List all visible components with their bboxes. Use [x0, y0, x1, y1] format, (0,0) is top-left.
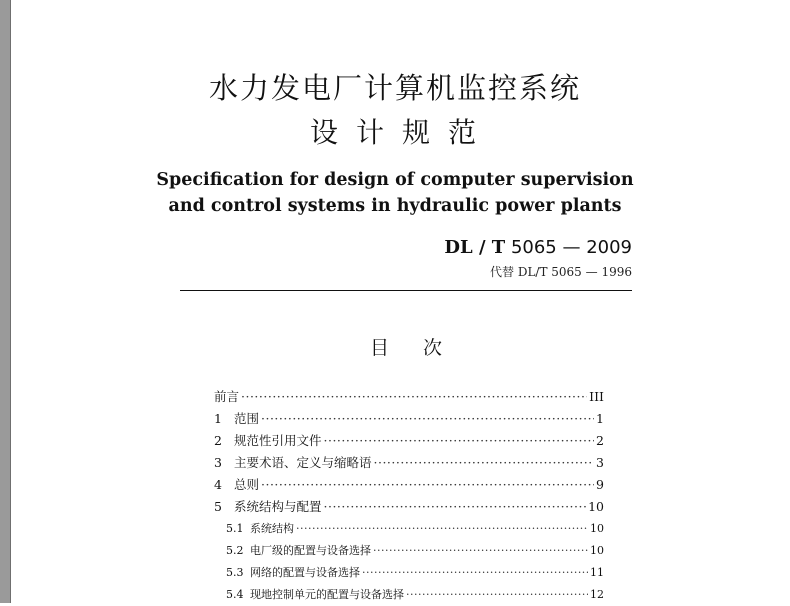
title-english-line1: Specification for design of computer supervision	[156, 170, 634, 190]
toc-entry-label: 电厂级的配置与设备选择	[250, 544, 371, 557]
title-chinese-line2: 设计规范	[309, 116, 494, 149]
title-chinese-line1: 水力发电厂计算机监控系统	[208, 71, 581, 105]
toc-entry-page: 12	[590, 588, 604, 601]
standard-code	[444, 236, 632, 260]
toc-entry-number: 2	[214, 433, 222, 448]
replaces-standard: 代替 DL/T 5065 — 1996	[490, 265, 632, 279]
toc-entry-number: 5	[214, 499, 222, 514]
toc-leader-dots	[296, 518, 588, 540]
toc-entry-label: 系统结构与配置	[234, 499, 322, 514]
toc-entry-number: 3	[214, 455, 222, 470]
toc-entry-page: 10	[588, 499, 604, 514]
toc-entry-page: 1	[596, 411, 604, 426]
toc-entry[interactable]	[214, 408, 604, 430]
table-of-contents	[214, 386, 604, 606]
toc-leader-dots	[241, 386, 587, 408]
toc-subentry[interactable]	[214, 540, 604, 562]
header-divider	[180, 290, 632, 291]
toc-leader-dots	[261, 474, 594, 496]
toc-entry-label: 系统结构	[250, 522, 294, 535]
toc-entry-page: III	[589, 389, 604, 404]
toc-entry-label: 现地控制单元的配置与设备选择	[250, 588, 404, 601]
toc-leader-dots	[362, 562, 588, 584]
toc-entry-label: 前言	[214, 389, 240, 404]
toc-entry-page: 9	[596, 477, 604, 492]
toc-entry-number: 5.1	[226, 522, 244, 535]
toc-entry-page: 2	[596, 433, 604, 448]
toc-entry-page: 10	[590, 544, 604, 557]
toc-entry-page: 10	[590, 522, 604, 535]
toc-entry-label: 网络的配置与设备选择	[250, 566, 360, 579]
toc-entry-label: 范围	[234, 411, 260, 426]
toc-subentry[interactable]	[214, 562, 604, 584]
toc-entry[interactable]	[214, 474, 604, 496]
toc-entry-page: 11	[590, 566, 604, 579]
toc-leader-dots	[373, 540, 588, 562]
toc-entry-number: 1	[214, 411, 222, 426]
standard-prefix: DL / T	[444, 237, 506, 258]
toc-entry-label: 总则	[234, 477, 260, 492]
toc-entry[interactable]	[214, 430, 604, 452]
standard-number: 5065 — 2009	[510, 237, 632, 258]
toc-entry[interactable]	[214, 452, 604, 474]
toc-entry[interactable]	[214, 386, 604, 408]
toc-heading: 目次	[370, 337, 477, 359]
toc-leader-dots	[324, 496, 587, 518]
toc-entry-number: 5.4	[226, 588, 244, 601]
toc-entry-number: 5.3	[226, 566, 244, 579]
toc-entry-page: 3	[596, 455, 604, 470]
toc-entry-number: 5.2	[226, 544, 244, 557]
title-english-line2: and control systems in hydraulic power plants	[168, 196, 622, 216]
toc-entry-label: 规范性引用文件	[234, 433, 322, 448]
toc-entry[interactable]	[214, 496, 604, 518]
toc-entry-label: 主要术语、定义与缩略语	[234, 455, 372, 470]
toc-entry-number: 4	[214, 477, 222, 492]
toc-leader-dots	[374, 452, 595, 474]
toc-leader-dots	[324, 430, 595, 452]
toc-subentry[interactable]	[214, 518, 604, 540]
toc-leader-dots	[261, 408, 594, 430]
